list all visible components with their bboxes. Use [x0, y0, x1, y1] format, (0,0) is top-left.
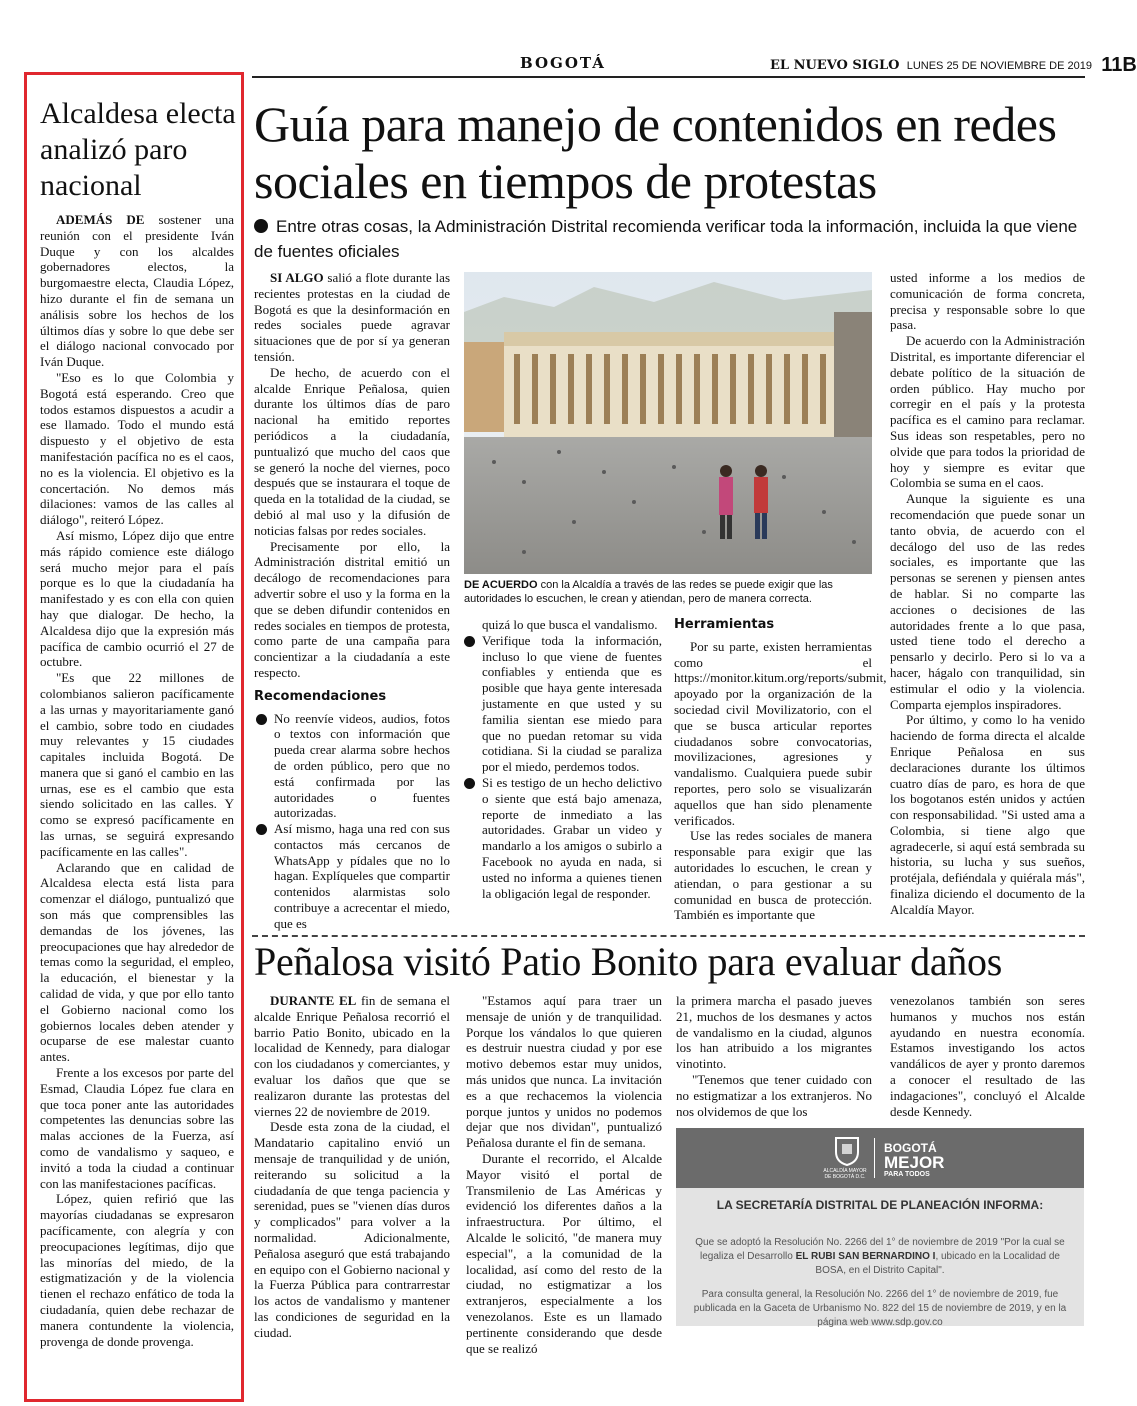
paragraph: la primera marcha el pasado jueves 21, muchos de los desmanes y actos de vandalismo en la ciudad, algunos los han atribuido a los migrantes vinotinto.: [676, 993, 872, 1072]
caption-lead: DE ACUERDO: [464, 579, 538, 591]
paragraph: "Estamos aquí para traer un mensaje de unión y de tranquilidad. Porque los vándalos lo que quieren es destruir nuestra ciudad y por ese motivo debemos estar muy unidos, más unidos que nunca. La invitación es a que rechacemos la violencia porque juntos y unidos no podemos dejar que nos dividan", puntualizó Peñalosa durante el fin de semana.: [466, 993, 662, 1151]
ad-paragraph-1: [690, 1236, 1070, 1278]
section-divider: [252, 935, 1085, 937]
sidebar-paragraph: "Es que 22 millones de colombianos salieron pacíficamente a las urnas y mayoritariamente ganó el cambio, sobre todo en ciudades muy relevantes y 15 ciudades capitales incluida Bogotá. De manera que si ganó el cambio en las urnas, ese es el cambio que esta siendo solicitado en las calles. Y como se expresó pacíficamente en las urnas, se seguirá expresando pacíficamente en las calles".: [40, 670, 234, 859]
recommendation-list: [254, 711, 450, 932]
paragraph: quizá lo que busca el vandalismo.: [482, 617, 658, 632]
sidebar-body: [40, 212, 234, 1349]
second-column-1: [254, 993, 450, 1341]
list-item-text: Si es testigo de un hecho delictivo o siente que está bajo amenaza, reporte de inmediato a las autoridades. Grabar un video y mandarlo a los amigos o subirlo a Facebook no ayuda en nada, si usted no informa a quienes tienen la obligación legal de responder.: [482, 774, 662, 901]
second-headline: Peñalosa visitó Patio Bonito para evaluar daños: [254, 939, 1002, 984]
bullet-icon: [256, 824, 267, 835]
section-name: BOGOTÁ: [520, 54, 606, 72]
page-number: 11B: [1101, 54, 1137, 76]
paragraph: [254, 270, 450, 365]
list-item-text: Verifique toda la información, incluso lo que viene de fuentes confiables y entienda que es posible que haya gente interesada justamente en que usted y su familia sientan ese miedo para que no puedan retomar su vida cotidiana. Si la ciudad se paraliza por el miedo, perdemos todos.: [482, 632, 662, 775]
sidebar-paragraph: Frente a los excesos por parte del Esmad, Claudia López fue clara en que toca poner ante las autoridades competentes las denuncias sobre las malas acciones de la Fuerza, así como de vandalismo y saqueo, e invitó a toda la ciudad a continuar con las manifestaciones pacíficas.: [40, 1065, 234, 1191]
page-header-info: [770, 54, 1137, 77]
logo-line-2: MEJOR: [884, 1153, 945, 1172]
ad-text: , ubicado en la Localidad de BOSA, en el Distrito Capital".: [815, 1251, 1060, 1276]
paragraph: venezolanos también son seres humanos y muchos nos están ayudando en nuestra economía. Estamos investigando los actos vandálicos de ayer y pronto daremos a conocer el resultado de las indagaciones", concluyó el Alcalde desde Kennedy.: [890, 993, 1085, 1119]
subhead-recomendaciones: Recomendaciones: [254, 688, 387, 704]
caption-text: con la Alcaldía a través de las redes se puede exigir que las autoridades lo escuchen, le crean y atiendan, pero de manera correcta.: [464, 579, 833, 605]
ad-heading: LA SECRETARÍA DISTRITAL DE PLANEACIÓN INFORMA:: [716, 1198, 1044, 1212]
publication-name: EL NUEVO SIGLO: [770, 58, 900, 73]
list-item: [462, 775, 662, 901]
main-column-3: [462, 617, 662, 901]
paragraph: Por su parte, existen herramientas como el https://monitor.kitum.org/reports/submit, apoyado por la organización de la sociedad civil Movilizatorio, con el que se busca articular reportes ciudadanos sobre convocatorias, movilizaciones, agresiones y vandalismo. Cualquiera puede subir reportes, pero solo se visualizarán aquellos que han sido plenamente verificados.: [674, 638, 887, 828]
list-item: [462, 633, 662, 775]
sidebar-headline: Alcaldesa electa analizó paro nacional: [40, 97, 236, 202]
plaza-photo: [464, 272, 872, 574]
main-lead: SI ALGO: [270, 270, 324, 285]
second-column-4: [890, 993, 1085, 1119]
deck-text: Entre otras cosas, la Administración Distrital recomienda verificar toda la información, incluida la que viene de fuentes oficiales: [254, 217, 1078, 261]
ad-paragraph-2: Para consulta general, la Resolución No. 2266 del 1° de noviembre de 2019, fue publicada en la Gaceta de Urbanismo No. 822 del 15 de noviembre de 2019, y en la página web www.sdp.gov.co: [693, 1289, 1067, 1328]
paragraph-text: fin de semana el alcalde Enrique Peñalosa recorrió el barrio Patio Bonito, ubicado en la localidad de Kennedy, para dialogar con los ciudadanos y comerciantes, y evaluar los daños que que se realizaron durante las protestas del viernes 22 de noviembre de 2019.: [254, 993, 451, 1119]
logo-line-3: PARA TODOS: [884, 1171, 930, 1178]
paragraph: Durante el recorrido, el Alcalde Mayor visitó el portal de Transmilenio de Las Américas y evidenció los diferentes daños a la infraestructura. Por último, el Alcalde le solicitó, "de manera muy especial", a la comunidad de la localidad, así como del resto de la ciudad, no estigmatizar a los extranjeros, especialmente a los venezolanos. Este es un llamado pertinente considerando que desde que se realizó: [466, 1150, 662, 1356]
ad-banner: [676, 1128, 1084, 1188]
paragraph-text: salió a flote durante las recientes protestas en la ciudad de Bogotá es que la desinformación en redes sociales puede agravar situaciones que de por sí ya generan tensión.: [254, 270, 450, 364]
paragraph: "Tenemos que tener cuidado con no estigmatizar a los extranjeros. No nos olvidemos de que los: [676, 1071, 872, 1119]
list-item-text: No reenvíe videos, audios, fotos o textos con información que pueda crear alarma sobre hechos de orden público, pero que no está confirmada por las autoridades o fuentes autorizadas.: [274, 710, 450, 821]
sidebar-paragraph: "Eso es lo que Colombia y Bogotá está esperando. Creo que todos estamos dispuestos a acudir a ese llamado. Todo el mundo está dispuesto y el objetivo de esta manifestación pacífica no es el caos, no es la violencia. El objetivo es la concertación. No demos más dilaciones: vamos de las calles al diálogo", reiteró López.: [40, 369, 234, 528]
paragraph: [254, 993, 450, 1119]
paragraph: Por último, y como lo ha venido haciendo de forma directa el alcalde Enrique Peñalosa en sus declaraciones durante los últimos cuatro días de paro, es hora de que los bogotanos estén unidos y actúen con responsabilidad. "Si usted ama a Colombia, si tiene algo que agradecerle, si aquí está sembrada su historia, su lucha y sus sueños, protéjala, defiéndala y quiérala más", finaliza diciendo el documento de la Alcaldía Mayor.: [890, 712, 1085, 917]
paragraph: Use las redes sociales de manera responsable para exigir que las autoridades lo escuchen, le crean y atiendan, o para gestionar a su comunidad en busca de protección. También es importante que: [674, 828, 872, 923]
paragraph: De acuerdo con la Administración Distrital, es importante diferenciar el debate político de la situación de orden público. Hay mucho por corregir en el país y la protesta pacífica es el camino para reclamar. Sus ideas son respetables, pero no olvide que para todos la prioridad de hoy y siempre es evitar que Colombia se suma en el caos.: [890, 333, 1085, 491]
second-lead: DURANTE EL: [270, 993, 357, 1008]
sidebar-paragraph: Así mismo, López dijo que entre más rápido comience este diálogo será mucho mejor para el país porque es lo que la ciudadanía ha manifestado y es con ella con quien hay que dialogar. De hecho, la Alcaldesa dijo que la expresión más pacífica de cambio ocurrió el 27 de octubre.: [40, 527, 234, 670]
list-item: [254, 711, 450, 822]
second-column-3: [676, 993, 872, 1119]
sidebar-paragraph: [40, 212, 234, 370]
sidebar-lead: ADEMÁS DE: [56, 212, 145, 227]
bullet-icon: [464, 636, 475, 647]
ad-text: Que se adoptó la Resolución No. 2266 del 1° de noviembre de 2019 "Por la cual se legaliza el Desarrollo: [695, 1237, 1065, 1262]
issue-date: LUNES 25 DE NOVIEMBRE DE 2019: [906, 60, 1092, 72]
main-column-4: [674, 617, 887, 923]
paragraph: Precisamente por ello, la Administración distrital emitió un decálogo de recomendaciones para advertir sobre el uso y la forma en la que se deben difundir contenidos en redes sociales en tiempos de protesta, como parte de una campaña para concientizar a la ciudadanía a este respecto.: [254, 538, 450, 680]
logo-divider: [874, 1138, 875, 1178]
paragraph: De hecho, de acuerdo con el alcalde Enrique Peñalosa, quien durante los últimos días de paro nacional ha emitido reportes periódicos a la ciudadanía, puntualizó que mucho del caos que se generó la noche del viernes, poco después que se instaurara el toque de queda en la totalidad de la ciudad, se debió al mal uso y la difusión de noticias falsas por redes sociales.: [254, 364, 450, 538]
paragraph: Aunque la siguiente es una recomendación que puede sonar un tanto obvia, de acuerdo con el decálogo del uso de las redes sociales, es importante que las personas se serenen y piensen antes de hablar. Si no comparte las acciones o decisiones de las autoridades frente a lo que pasa, usted tiene todo el derecho a pensarlo y decirlo. Pero si lo va a hacer, hágalo con tranquilidad, sin estimular el odio y la violencia. Comparta ejemplos inspiradores.: [890, 491, 1085, 712]
coat-of-arms-icon: [832, 1134, 862, 1166]
bogota-mejor-logo: [884, 1142, 944, 1179]
subhead-herramientas: Herramientas: [674, 617, 775, 632]
paragraph: usted informe a los medios de comunicación de forma concreta, precisa y responsable sobre lo que pasa.: [890, 270, 1085, 333]
sidebar-text: sostener una reunión con el presidente Iván Duque y con los alcaldes gobernadores electos, la burgomaestre electa, Claudia López, hizo durante el fin de semana un análisis sobre los hechos de los últimos días y sobre lo que debe ser el diálogo nacional convocado por Iván Duque.: [40, 212, 234, 370]
sidebar-paragraph: López, quien refirió que las mayorías ciudadanas se expresaron pacíficamente, con alegría y con preocupaciones legítimas, dijo que las minorías del miedo, de la estigmatización y de la violencia tienen el rechazo enfático de toda la ciudadanía, quien debe rechazar de manera contundente la violencia, provenga de donde provenga.: [40, 1191, 234, 1349]
main-headline: Guía para manejo de contenidos en redes sociales en tiempos de protestas: [254, 96, 1057, 209]
header-rule: [252, 76, 1085, 78]
second-column-2: [466, 993, 662, 1356]
list-item: [254, 821, 450, 932]
bullet-icon: [464, 778, 475, 789]
photo-caption: [464, 578, 874, 606]
list-item-text: Así mismo, haga una red con sus contactos más cercanos de WhatsApp y pídales que no lo hagan. Explíqueles que compartir contenidos alarmistas solo contribuye a acrecentar el miedo, que es: [274, 821, 450, 931]
main-deck: [254, 214, 1084, 264]
recommendation-list-cont: [462, 633, 662, 902]
main-column-1: [254, 270, 450, 932]
logo-line-1: BOGOTÁ: [884, 1141, 937, 1155]
deck-bullet-icon: [254, 219, 268, 233]
main-column-5: [890, 270, 1085, 918]
ad-highlight: EL RUBI SAN BERNARDINO I: [795, 1251, 936, 1262]
sidebar-paragraph: Aclarando que en calidad de Alcaldesa electa está lista para comenzar el diálogo, puntualizó que son más que comprensibles las demandas de los jóvenes, las preocupaciones que hay alrededor de temas como la seguridad, el empleo, la educación, el bienestar y la calidad de vida, y que por ello tanto el Gobierno nacional como los gobiernos locales deben atender y ocuparse de ese malestar cuanto antes.: [40, 859, 234, 1065]
paragraph: Desde esta zona de la ciudad, el Mandatario capitalino envió un mensaje de tranquilidad y de unión, reiterando su solicitud a la ciudadanía de que tenga paciencia y serenidad, pues se "vienen días duros y complicados" para volver a la normalidad. Adicionalmente, Peñalosa aseguró que está trabajando en equipo con el Gobierno nacional y la Fuerza Pública para contrarrestar los actos de vandalismo y mantener las condiciones de seguridad en la ciudad.: [254, 1119, 450, 1340]
bullet-icon: [256, 714, 267, 725]
seal-text: ALCALDÍA MAYOR DE BOGOTÁ D.C.: [823, 1168, 867, 1180]
